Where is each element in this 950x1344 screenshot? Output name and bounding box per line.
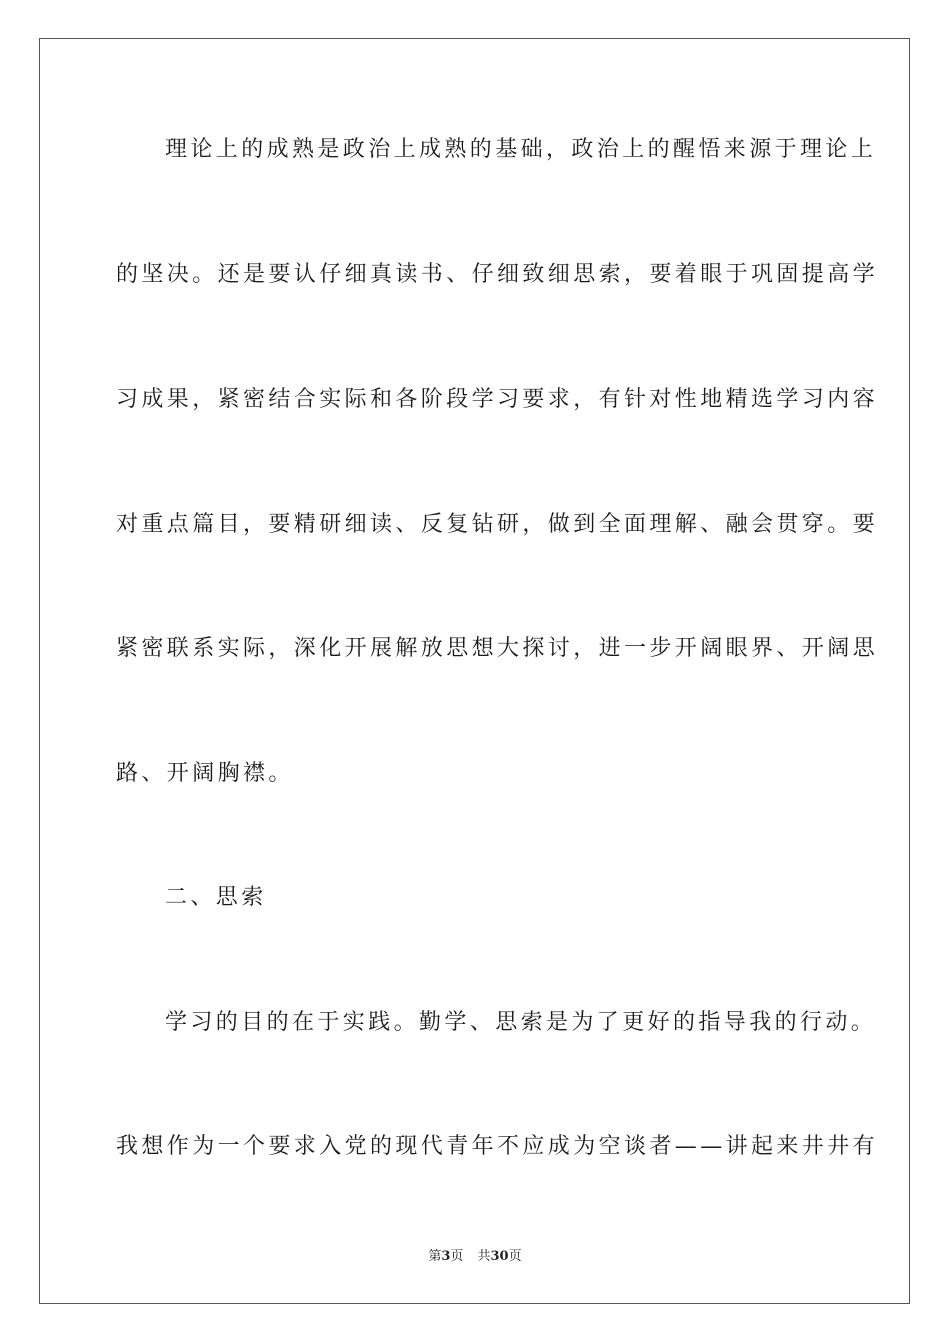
paragraph-line-7: 学习的目的在于实践。勤学、思索是为了更好的指导我的行动。: [165, 1010, 877, 1035]
footer-total-prefix: 共: [477, 1249, 491, 1264]
section-heading: 二、思索: [165, 885, 267, 910]
footer-page-number: 3: [441, 1249, 451, 1264]
page-border: [39, 38, 910, 1304]
paragraph-line-6: 路、开阔胸襟。: [116, 761, 294, 786]
footer-page-suffix: 页: [450, 1249, 464, 1264]
paragraph-line-3: 习成果，紧密结合实际和各阶段学习要求，有针对性地精选学习内容: [116, 387, 879, 412]
footer-total-pages: 30: [490, 1249, 509, 1264]
paragraph-line-5: 紧密联系实际，深化开展解放思想大探讨，进一步开阔眼界、开阔思: [116, 636, 879, 661]
paragraph-line-4: 对重点篇目，要精研细读、反复钻研，做到全面理解、融会贯穿。要: [116, 512, 879, 537]
paragraph-line-8: 我想作为一个要求入党的现代青年不应成为空谈者——讲起来井井有: [116, 1134, 879, 1159]
footer-prefix: 第: [428, 1249, 442, 1264]
page-footer: [0, 1248, 950, 1266]
paragraph-line-2: 的坚决。还是要认仔细真读书、仔细致细思索，要着眼于巩固提高学: [116, 262, 879, 287]
paragraph-line-1: 理论上的成熟是政治上成熟的基础，政治上的醒悟来源于理论上: [165, 137, 877, 162]
footer-total-suffix: 页: [508, 1249, 522, 1264]
